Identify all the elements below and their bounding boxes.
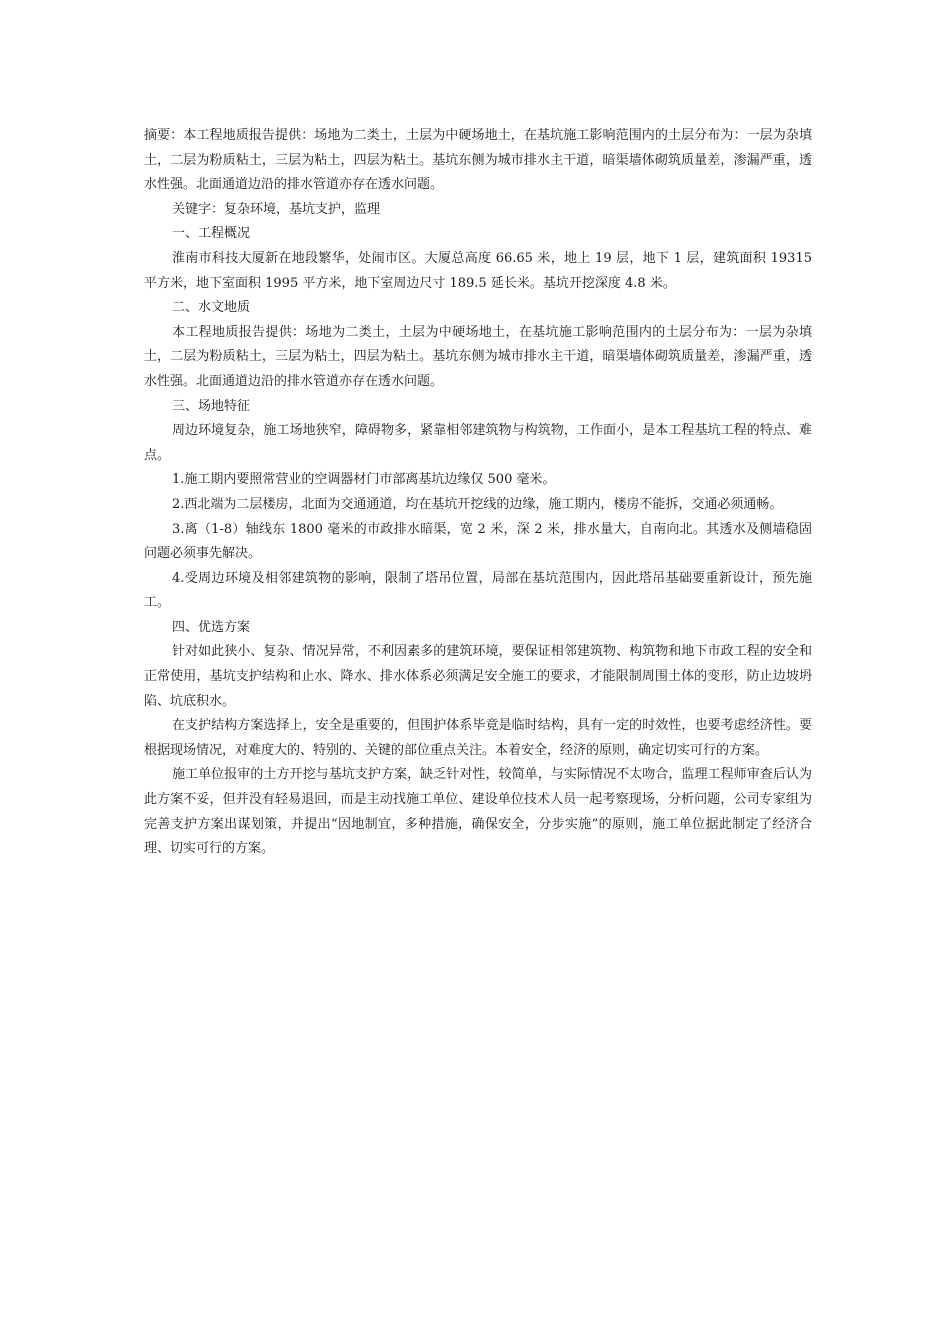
keywords-line: 关键字：复杂环境，基坑支护，监理 (172, 201, 381, 217)
section-heading-site-features: 三、场地特征 (172, 398, 251, 414)
abstract-paragraph: 摘要：本工程地质报告提供：场地为二类土，土层为中硬场地土，在基坑施工影响范围内的土层分布为：一层为杂填土，二层为粉质粘土，三层为粘土，四层为粘土。基坑东侧为城市排水主干道，暗渠墙体砌筑质量差，渗漏严重，透水性强。北面通道边沿的排水管道亦存在透水问题。 (144, 128, 812, 193)
list-item: 1.施工期内要照常营业的空调器材门市部离基坑边缘仅 500 毫米。 (172, 472, 556, 488)
list-item: 4.受周边环境及相邻建筑物的影响，限制了塔吊位置，局部在基坑范围内，因此塔吊基础要重新设计，预先施工。 (144, 570, 812, 611)
list-item: 2.西北端为二层楼房，北面为交通通道，均在基坑开挖线的边缘，施工期内，楼房不能拆，交通必须通畅。 (172, 496, 783, 512)
paragraph: 在支护结构方案选择上，安全是重要的，但围护体系毕竟是临时结构，具有一定的时效性，也要考虑经济性。要根据现场情况，对难度大的、特别的、关键的部位重点关注。本着安全，经济的原则，确定切实可行的方案。 (144, 718, 812, 758)
list-item: 3.离（1-8）轴线东 1800 毫米的市政排水暗渠，宽 2 米，深 2 米，排水量大，自南向北。其透水及侧墙稳固问题必须事先解决。 (144, 521, 812, 562)
paragraph: 淮南市科技大厦新在地段繁华，处闹市区。大厦总高度 66.65 米，地上 19 层，地下 1 层，建筑面积 19315 平方米，地下室面积 1995 平方米，地下室周边尺寸 189.5 延长米。基坑开挖深度 4.8 米。 (144, 250, 812, 291)
section-heading-optimal-plan: 四、优选方案 (172, 619, 251, 635)
paragraph: 本工程地质报告提供：场地为二类土，土层为中硬场地土，在基坑施工影响范围内的土层分布为：一层为杂填土，二层为粉质粘土，三层为粘土，四层为粘土。基坑东侧为城市排水主干道，暗渠墙体砌筑质量差，渗漏严重，透水性强。北面通道边沿的排水管道亦存在透水问题。 (144, 324, 812, 389)
paragraph: 针对如此狭小、复杂、情况异常，不利因素多的建筑环境，要保证相邻建筑物、构筑物和地下市政工程的安全和正常使用，基坑支护结构和止水、降水、排水体系必须满足安全施工的要求，才能限制周围土体的变形，防止边坡坍陷、坑底积水。 (144, 644, 812, 709)
section-heading-overview: 一、工程概况 (172, 226, 251, 242)
paragraph: 周边环境复杂，施工场地狭窄，障碍物多，紧靠相邻建筑物与构筑物，工作面小，是本工程基坑工程的特点、难点。 (144, 423, 812, 463)
paragraph: 施工单位报审的土方开挖与基坑支护方案，缺乏针对性，较简单，与实际情况不太吻合，监理工程师审查后认为此方案不妥，但并没有轻易退回，而是主动找施工单位、建设单位技术人员一起考察现场，分析问题，公司专家组为完善支护方案出谋划策，并提出“因地制宜，多种措施，确保安全，分步实施”的原则，施工单位据此制定了经济合理、切实可行的方案。 (144, 767, 812, 857)
section-heading-hydrogeology: 二、水文地质 (172, 300, 251, 316)
document-body (144, 124, 812, 862)
